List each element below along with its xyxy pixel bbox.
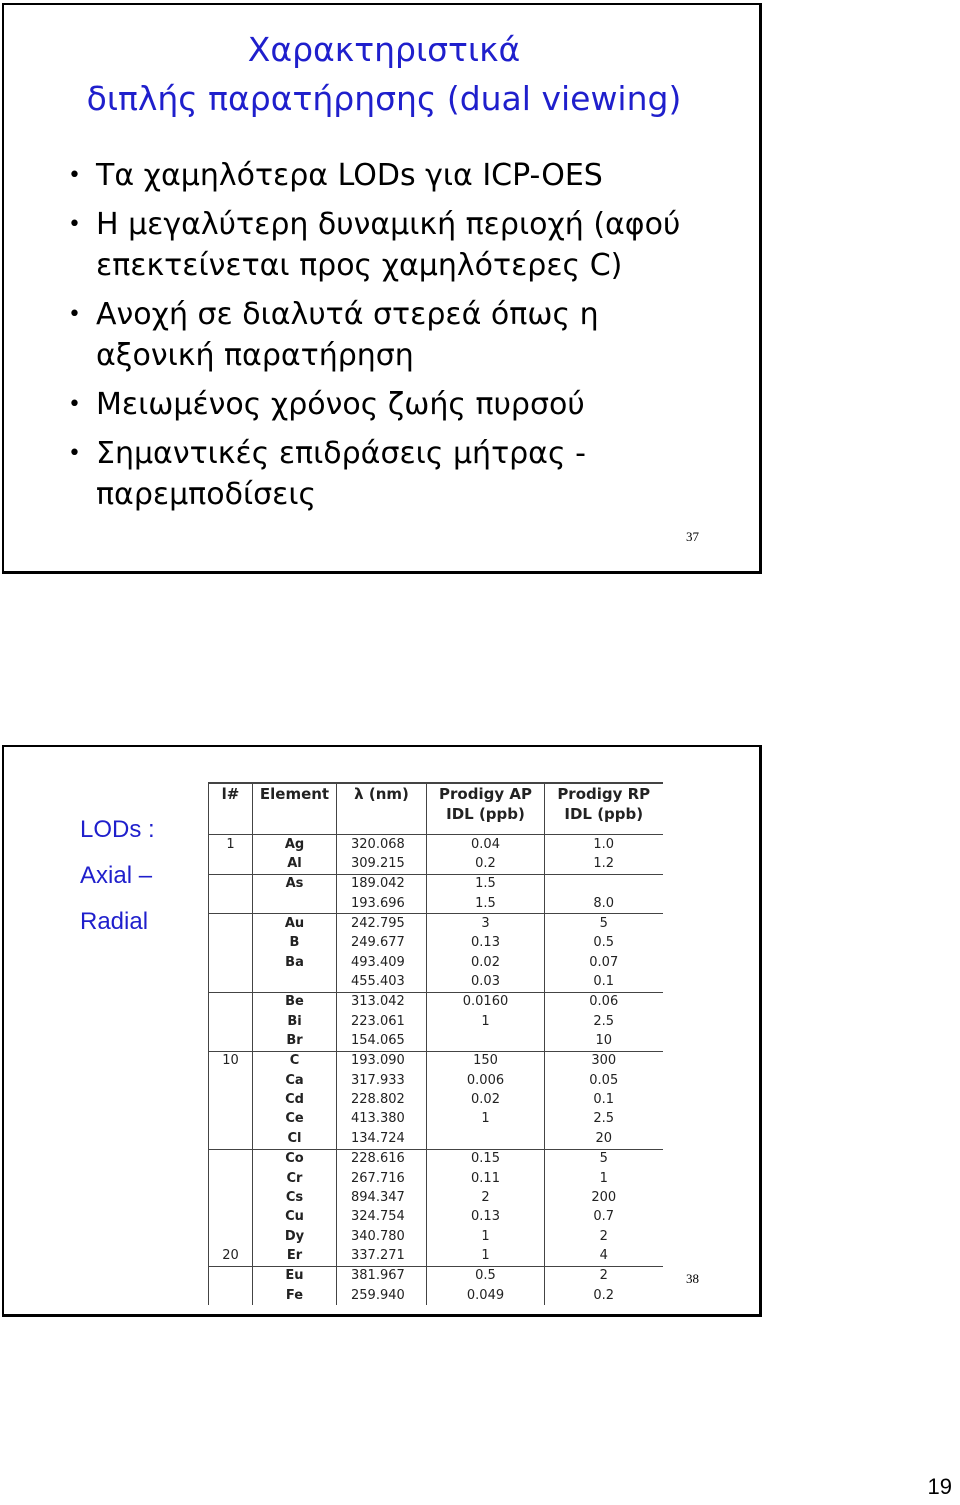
cell-element: Er xyxy=(253,1246,337,1266)
table-row xyxy=(209,934,663,953)
table-row xyxy=(209,1246,663,1266)
table-row xyxy=(209,1129,663,1149)
table-row xyxy=(209,1149,663,1169)
cell-prodigy-ap: 0.02 xyxy=(427,953,545,972)
cell-prodigy-ap: 1.5 xyxy=(427,874,545,894)
cell-prodigy-rp: 2 xyxy=(545,1227,663,1246)
cell-prodigy-rp xyxy=(545,874,663,894)
table-row xyxy=(209,972,663,992)
cell-element: Dy xyxy=(253,1227,337,1246)
cell-prodigy-rp: 1.2 xyxy=(545,854,663,874)
table-row xyxy=(209,1012,663,1031)
cell-wavelength: 267.716 xyxy=(337,1169,427,1188)
cell-prodigy-rp: 0.06 xyxy=(545,992,663,1012)
slide-page-number: 37 xyxy=(686,529,699,544)
cell-prodigy-rp: 0.05 xyxy=(545,1071,663,1090)
cell-prodigy-rp: 0.1 xyxy=(545,972,663,992)
slide-title-line-2: διπλής παρατήρησης (dual viewing) xyxy=(86,79,682,118)
table-row xyxy=(209,992,663,1012)
cell-prodigy-rp: 5 xyxy=(545,1149,663,1169)
cell-prodigy-rp: 10 xyxy=(545,1031,663,1051)
cell-prodigy-rp: 2.5 xyxy=(545,1012,663,1031)
cell-prodigy-ap: 1 xyxy=(427,1110,545,1129)
table-row xyxy=(209,1051,663,1071)
cell-wavelength: 242.795 xyxy=(337,914,427,934)
cell-element: Br xyxy=(253,1031,337,1051)
table-row xyxy=(209,1090,663,1109)
cell-index xyxy=(209,934,253,953)
cell-index xyxy=(209,854,253,874)
cell-prodigy-ap: 0.0160 xyxy=(427,992,545,1012)
cell-prodigy-ap: 0.15 xyxy=(427,1149,545,1169)
header-prodigy-ap: Prodigy AP IDL (ppb) xyxy=(427,783,545,835)
cell-index: 20 xyxy=(209,1246,253,1266)
cell-index xyxy=(209,1208,253,1227)
table-row xyxy=(209,1227,663,1246)
cell-index xyxy=(209,1031,253,1051)
cell-element: Bi xyxy=(253,1012,337,1031)
bullet-item: • Ανοχή σε διαλυτά στερεά όπως η αξονική παρατήρηση xyxy=(66,294,726,376)
bullet-dot-icon: • xyxy=(68,163,81,188)
cell-prodigy-rp: 5 xyxy=(545,914,663,934)
cell-prodigy-rp: 4 xyxy=(545,1246,663,1266)
cell-wavelength: 189.042 xyxy=(337,874,427,894)
cell-element xyxy=(253,894,337,914)
cell-prodigy-rp: 0.7 xyxy=(545,1208,663,1227)
bullet-dot-icon: • xyxy=(68,392,81,417)
cell-wavelength: 223.061 xyxy=(337,1012,427,1031)
cell-index xyxy=(209,1169,253,1188)
cell-prodigy-ap: 0.2 xyxy=(427,854,545,874)
bullet-list xyxy=(66,155,726,523)
table-row xyxy=(209,1208,663,1227)
side-label-radial: Radial xyxy=(80,908,149,935)
slide-page-number: 38 xyxy=(686,1271,699,1286)
cell-index xyxy=(209,1266,253,1286)
cell-index: 10 xyxy=(209,1051,253,1071)
cell-index xyxy=(209,972,253,992)
table-row xyxy=(209,953,663,972)
cell-element: Cs xyxy=(253,1188,337,1207)
cell-wavelength: 337.271 xyxy=(337,1246,427,1266)
cell-prodigy-rp: 20 xyxy=(545,1129,663,1149)
cell-prodigy-ap: 1 xyxy=(427,1012,545,1031)
cell-element: Eu xyxy=(253,1266,337,1286)
cell-element: Ce xyxy=(253,1110,337,1129)
header-prodigy-rp: Prodigy RP IDL (ppb) xyxy=(545,783,663,835)
cell-wavelength: 259.940 xyxy=(337,1286,427,1305)
cell-element: Al xyxy=(253,854,337,874)
cell-index: 1 xyxy=(209,835,253,855)
cell-prodigy-ap: 0.02 xyxy=(427,1090,545,1109)
cell-prodigy-ap: 150 xyxy=(427,1051,545,1071)
cell-prodigy-ap: 0.5 xyxy=(427,1266,545,1286)
cell-element: Cr xyxy=(253,1169,337,1188)
cell-wavelength: 455.403 xyxy=(337,972,427,992)
cell-index xyxy=(209,1071,253,1090)
cell-element: Ba xyxy=(253,953,337,972)
table-row xyxy=(209,1031,663,1051)
cell-element: B xyxy=(253,934,337,953)
cell-element xyxy=(253,972,337,992)
table-row xyxy=(209,1169,663,1188)
cell-prodigy-ap: 0.03 xyxy=(427,972,545,992)
header-index: l# xyxy=(209,783,253,835)
cell-element: Au xyxy=(253,914,337,934)
cell-element: Cu xyxy=(253,1208,337,1227)
table-row xyxy=(209,1266,663,1286)
cell-element: Ag xyxy=(253,835,337,855)
table-row xyxy=(209,854,663,874)
cell-wavelength: 493.409 xyxy=(337,953,427,972)
cell-index xyxy=(209,874,253,894)
side-label-lods: LODs : xyxy=(80,816,155,843)
slide-38 xyxy=(2,745,762,1317)
table-row xyxy=(209,1286,663,1305)
slide-title-line-1: Χαρακτηριστικά xyxy=(247,30,521,69)
bullet-dot-icon: • xyxy=(68,302,81,327)
cell-prodigy-rp: 2.5 xyxy=(545,1110,663,1129)
table-body xyxy=(209,835,663,1306)
cell-index xyxy=(209,1110,253,1129)
cell-wavelength: 381.967 xyxy=(337,1266,427,1286)
cell-index xyxy=(209,953,253,972)
cell-index xyxy=(209,992,253,1012)
table-row xyxy=(209,1071,663,1090)
cell-wavelength: 228.616 xyxy=(337,1149,427,1169)
cell-prodigy-rp: 200 xyxy=(545,1188,663,1207)
cell-wavelength: 340.780 xyxy=(337,1227,427,1246)
cell-element: Cl xyxy=(253,1129,337,1149)
bullet-item: • Μειωμένος χρόνος ζωής πυρσού xyxy=(66,384,726,425)
cell-prodigy-rp: 1 xyxy=(545,1169,663,1188)
cell-prodigy-rp: 0.5 xyxy=(545,934,663,953)
cell-wavelength: 193.696 xyxy=(337,894,427,914)
cell-element: As xyxy=(253,874,337,894)
cell-element: Be xyxy=(253,992,337,1012)
cell-wavelength: 413.380 xyxy=(337,1110,427,1129)
bullet-dot-icon: • xyxy=(68,441,81,466)
bullet-item: • Τα χαμηλότερα LODs για ICP-OES xyxy=(66,155,726,196)
cell-prodigy-rp: 300 xyxy=(545,1051,663,1071)
slide-37 xyxy=(2,3,762,574)
cell-element: C xyxy=(253,1051,337,1071)
cell-prodigy-ap xyxy=(427,1031,545,1051)
cell-wavelength: 324.754 xyxy=(337,1208,427,1227)
bullet-item: • Σημαντικές επιδράσεις μήτρας - παρεμποδίσεις xyxy=(66,433,726,515)
cell-index xyxy=(209,914,253,934)
cell-prodigy-rp: 1.0 xyxy=(545,835,663,855)
cell-wavelength: 317.933 xyxy=(337,1071,427,1090)
cell-index xyxy=(209,1188,253,1207)
cell-index xyxy=(209,1286,253,1305)
side-label-axial: Axial – xyxy=(80,862,153,889)
cell-prodigy-rp: 8.0 xyxy=(545,894,663,914)
cell-wavelength: 249.677 xyxy=(337,934,427,953)
cell-element: Co xyxy=(253,1149,337,1169)
cell-wavelength: 134.724 xyxy=(337,1129,427,1149)
cell-wavelength: 320.068 xyxy=(337,835,427,855)
cell-prodigy-ap: 0.049 xyxy=(427,1286,545,1305)
cell-prodigy-rp: 0.1 xyxy=(545,1090,663,1109)
cell-wavelength: 309.215 xyxy=(337,854,427,874)
cell-element: Ca xyxy=(253,1071,337,1090)
cell-element: Fe xyxy=(253,1286,337,1305)
page-number: 19 xyxy=(927,1474,952,1499)
cell-prodigy-ap xyxy=(427,1129,545,1149)
cell-index xyxy=(209,894,253,914)
lod-table xyxy=(208,782,663,1305)
cell-prodigy-ap: 0.006 xyxy=(427,1071,545,1090)
cell-prodigy-rp: 0.2 xyxy=(545,1286,663,1305)
cell-prodigy-ap: 1 xyxy=(427,1227,545,1246)
cell-element: Cd xyxy=(253,1090,337,1109)
cell-index xyxy=(209,1129,253,1149)
table-row xyxy=(209,1110,663,1129)
cell-prodigy-ap: 0.11 xyxy=(427,1169,545,1188)
cell-index xyxy=(209,1090,253,1109)
cell-prodigy-ap: 0.13 xyxy=(427,1208,545,1227)
cell-prodigy-ap: 0.04 xyxy=(427,835,545,855)
bullet-dot-icon: • xyxy=(68,212,81,237)
cell-prodigy-ap: 2 xyxy=(427,1188,545,1207)
bullet-item: • Η μεγαλύτερη δυναμική περιοχή (αφού επεκτείνεται προς χαμηλότερες C) xyxy=(66,204,726,286)
cell-prodigy-rp: 0.07 xyxy=(545,953,663,972)
cell-index xyxy=(209,1227,253,1246)
table-row xyxy=(209,1188,663,1207)
table-row xyxy=(209,894,663,914)
cell-prodigy-ap: 3 xyxy=(427,914,545,934)
table-row xyxy=(209,874,663,894)
cell-wavelength: 894.347 xyxy=(337,1188,427,1207)
cell-prodigy-ap: 1 xyxy=(427,1246,545,1266)
header-wavelength: λ (nm) xyxy=(337,783,427,835)
cell-wavelength: 154.065 xyxy=(337,1031,427,1051)
cell-wavelength: 193.090 xyxy=(337,1051,427,1071)
cell-prodigy-ap: 0.13 xyxy=(427,934,545,953)
cell-index xyxy=(209,1012,253,1031)
cell-prodigy-rp: 2 xyxy=(545,1266,663,1286)
table-header-row xyxy=(209,783,663,835)
cell-wavelength: 313.042 xyxy=(337,992,427,1012)
cell-prodigy-ap: 1.5 xyxy=(427,894,545,914)
cell-wavelength: 228.802 xyxy=(337,1090,427,1109)
table-row xyxy=(209,914,663,934)
cell-index xyxy=(209,1149,253,1169)
header-element: Element xyxy=(253,783,337,835)
table-row xyxy=(209,835,663,855)
